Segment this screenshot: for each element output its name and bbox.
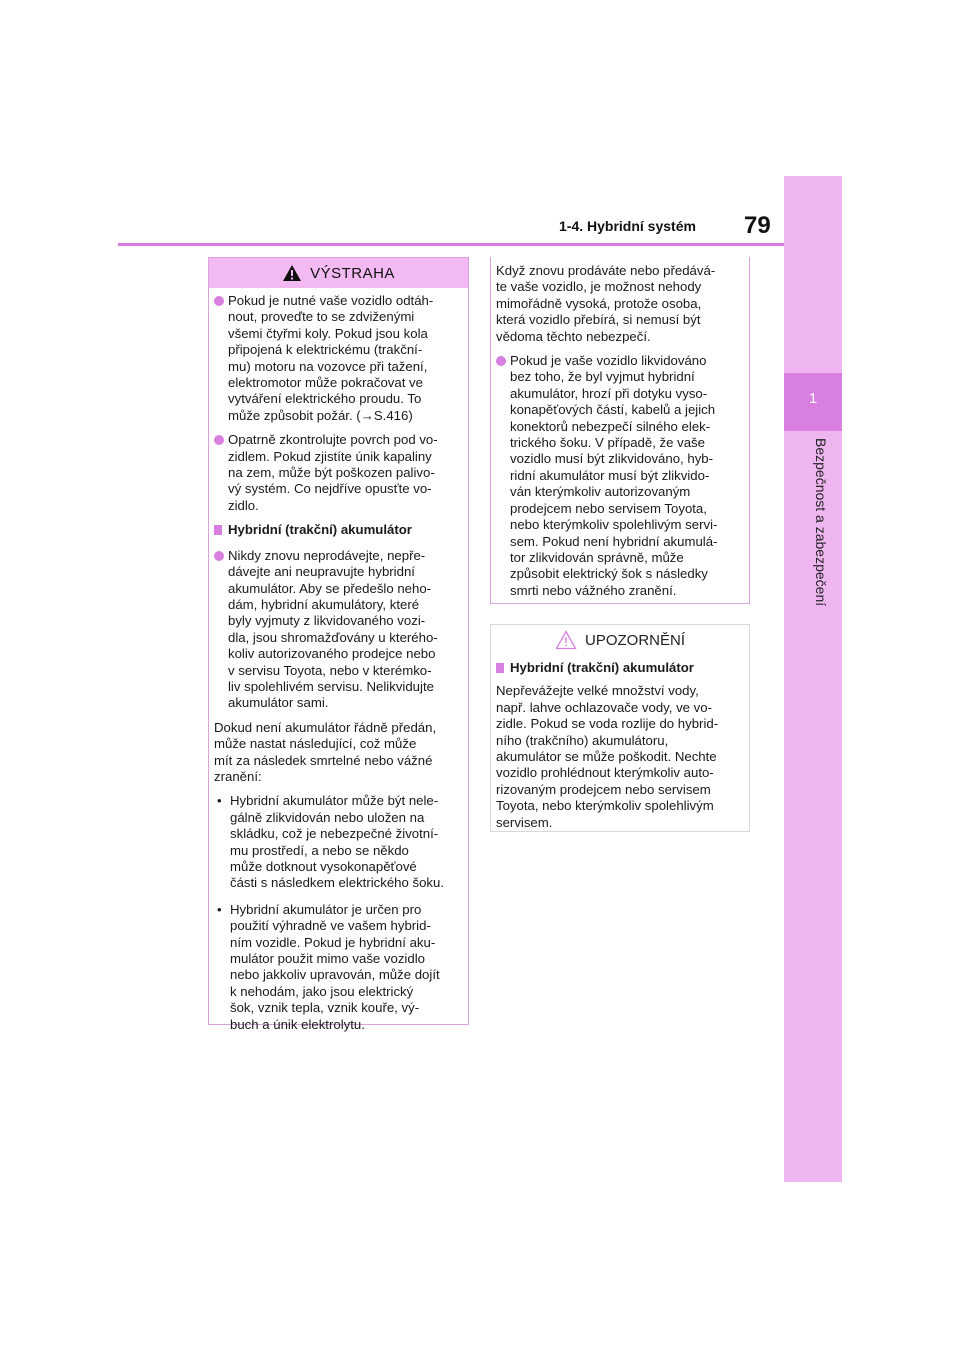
bullet-circle-icon xyxy=(214,435,224,445)
warning-towing-text: Pokud je nutné vaše vozidlo odtáh- nout, proveďte to se zdviženými všemi čtyřmi koly. Pokud jsou kola připojená k elektrickému (trakční- mu) motoru na vozovce při tažení, elektromotor může pokračovat ve vytváření elektrického proudu. To může způsobit požár. (→S.416) xyxy=(228,293,434,423)
list-item: • Hybridní akumulátor může být nele- gálně zlikvidován nebo uložen na skládku, což je nebezpečné životní- mu prostředí, a nebo se někdo může dotknout vysokonapěťové části s následkem elektrického šoku. xyxy=(217,793,445,891)
notice-title: UPOZORNĚNÍ xyxy=(584,631,685,649)
warning-disposal-text: Pokud je vaše vozidlo likvidováno bez toho, že byl vyjmut hybridní akumulátor, hrozí při dotyku vyso- konapěťových částí, kabelů a jejich konektorů nebezpečí silného elek- trického šoku. V případě, že vaše vozidlo musí být zlikvidováno, hyb- ridní akumulátor musí být zlikvido- ván kterýmkoliv autorizovaným prodejcem nebo servisem Toyota, nebo kterýmkoliv spolehlivým servi- sem. Pokud není hybridní akumulá- tor zlikvidován správně, může způsobit elektrický šok s následky smrti nebo vážného zranění. xyxy=(510,353,718,598)
notice-box xyxy=(490,624,750,832)
warning-dash-2: Hybridní akumulátor je určen pro použití výhradně ve vašem hybrid- ním vozidle. Pokud je hybridní aku- mulátor použit mimo vaše vozidlo nebo jakkoliv upravován, může dojít k nehodám, jako jsou elektrický šok, vznik tepla, vznik kouře, vý- buch a únik elektrolytu. xyxy=(230,901,440,1032)
bullet-circle-icon xyxy=(496,356,506,366)
warning-paragraph: Dokud není akumulátor řádně předán, může nastat následující, což může mít za následek smrtelné nebo vážné zranění: xyxy=(214,719,437,784)
caution-triangle-icon xyxy=(555,630,577,650)
warning-content xyxy=(209,288,468,1033)
warning-header xyxy=(209,258,468,288)
warning-continued-paragraph: Když znovu prodáváte nebo předává- te vaše vozidlo, je možnost nehody mimořádně vysoká, protože osoba, která vozidlo přebírá, si nemusí být vědoma těchto nebezpečí. xyxy=(496,263,716,344)
notice-paragraph: Nepřevážejte velké množství vody, např. lahve ochlazovače vody, ve vo- zidle. Pokud se voda rozlije do hybrid- ního (trakčního) akumulátoru, akumulátor se může poškodit. Nechte vozidlo prohlédnout kterýmkoliv auto- rizovaným prodejcem nebo servisem Toyota, nebo kterýmkoliv spolehlivým servisem. xyxy=(496,683,719,830)
list-item xyxy=(214,293,462,424)
bullet-circle-icon xyxy=(214,296,224,306)
warning-subheading: Hybridní (trakční) akumulátor xyxy=(228,522,412,538)
section-title: 1-4. Hybridní systém xyxy=(559,218,696,234)
bullet-square-icon xyxy=(214,525,222,535)
chapter-title: Bezpečnost a zabezpečení xyxy=(813,438,829,607)
list-item xyxy=(496,353,743,599)
subheading-row xyxy=(496,660,743,677)
list-item xyxy=(214,548,462,712)
chapter-number: 1 xyxy=(808,390,818,407)
list-item: • Hybridní akumulátor je určen pro použití výhradně ve vašem hybrid- ním vozidle. Pokud je hybridní aku- mulátor použit mimo vaše vozidlo nebo jakkoliv upravován, může dojít k nehodám, jako jsou elektrický šok, vznik tepla, vznik kouře, vý- buch a únik elektrolytu. xyxy=(217,901,440,1032)
warning-box xyxy=(208,257,469,1032)
notice-subheading: Hybridní (trakční) akumulátor xyxy=(510,660,694,675)
notice-content xyxy=(491,655,749,831)
notice-header xyxy=(491,625,749,655)
list-item xyxy=(214,432,462,514)
warning-leak-text: Opatrně zkontrolujte povrch pod vo- zidlem. Pokud zjistíte únik kapaliny na zem, může být poškozen palivo- vý systém. Co nejdříve opusťte vo- zidlo. xyxy=(228,432,438,513)
warning-dash-1: Hybridní akumulátor může být nele- gálně zlikvidován nebo uložen na skládku, což je nebezpečné životní- mu prostředí, a nebo se někdo může dotknout vysokonapěťové části s následkem elektrického šoku. xyxy=(230,793,445,891)
warning-resale-text: Nikdy znovu neprodávejte, nepře- dávejte ani neupravujte hybridní akumulátor. Aby se předešlo neho- dám, hybridní akumulátory, které byly vyjmuty z likvidovaného vozi- dla, jsou shromažďovány u kterého- koliv autorizovaného prodejce nebo v servisu Toyota, nebo v kterémko- liv spolehlivém servisu. Nelikvidujte akumulátor sami. xyxy=(228,547,438,711)
header-rule xyxy=(118,243,784,246)
warning-continued-content xyxy=(491,257,749,599)
subheading-row xyxy=(214,522,462,539)
bullet-circle-icon xyxy=(214,551,224,561)
warning-title: VÝSTRAHA xyxy=(310,264,395,282)
bullet-square-icon xyxy=(496,663,504,673)
warning-continued-box xyxy=(490,257,750,604)
chapter-side-tab xyxy=(784,176,842,1182)
warning-triangle-icon xyxy=(282,264,302,282)
page-number: 79 xyxy=(744,212,771,239)
